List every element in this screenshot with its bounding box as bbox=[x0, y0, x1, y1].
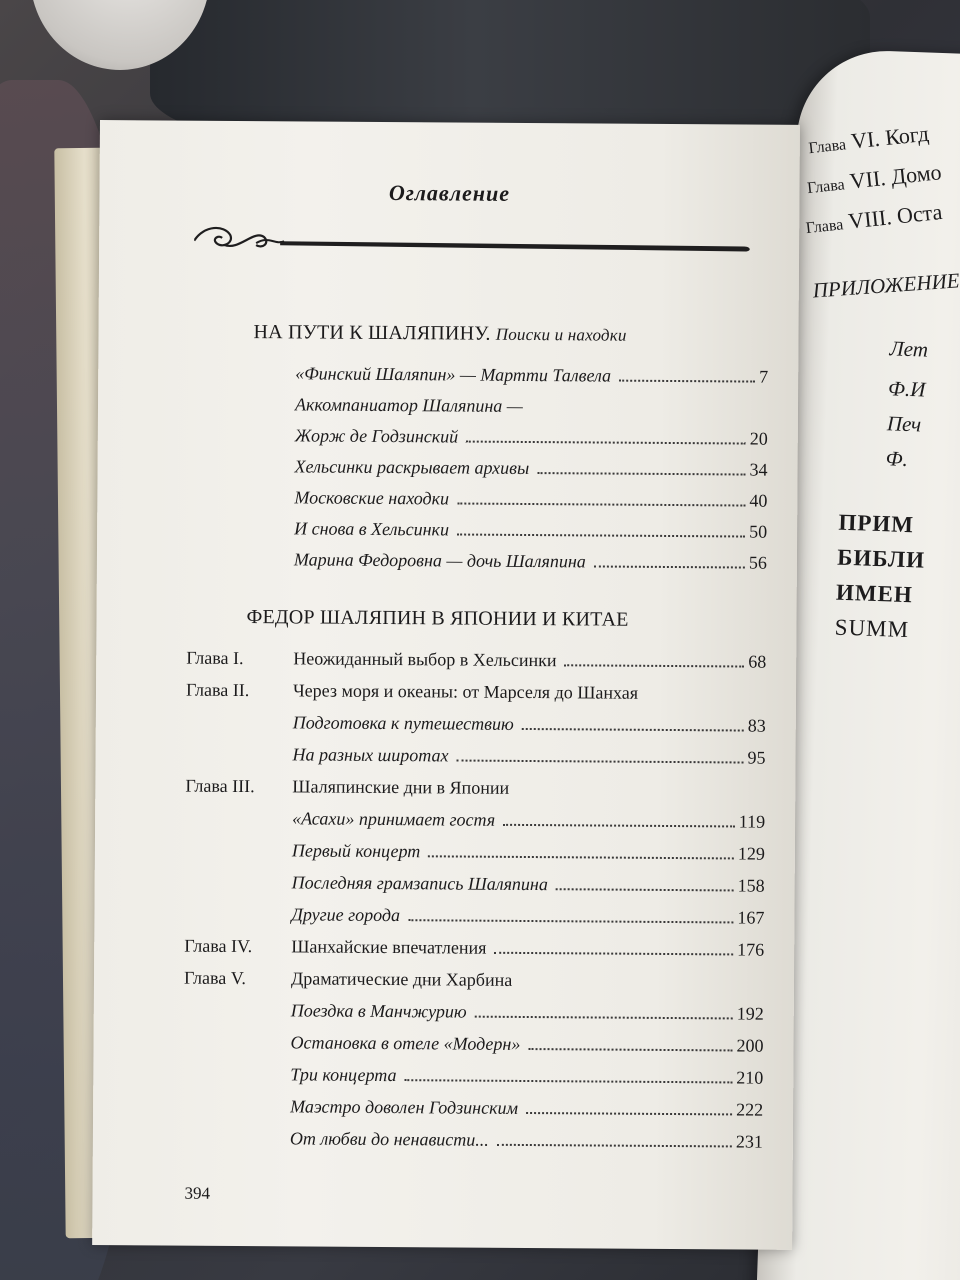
page-number: 394 bbox=[184, 1183, 211, 1203]
toc-entry[interactable]: Первый концерт 129 bbox=[291, 840, 765, 864]
right-chapter-7: Глава VII. Домо bbox=[806, 159, 943, 198]
toc-chapter-row[interactable]: Глава II. Через моря и океаны: от Марселя до Шанхая bbox=[185, 679, 639, 703]
right-appendix-item: Ф. bbox=[885, 446, 909, 472]
toc-entry[interactable]: «Асахи» принимает гостя 119 bbox=[292, 808, 766, 832]
right-appendix-title: ПРИЛОЖЕНИЕ bbox=[811, 268, 960, 303]
toc-entry[interactable]: Другие города 167 bbox=[291, 904, 765, 928]
right-chapter-8: Глава VIII. Оста bbox=[804, 198, 944, 238]
toc-chapter-row[interactable]: Глава III. Шаляпинские дни в Японии bbox=[185, 775, 510, 798]
right-bold-item: ПРИМ bbox=[838, 509, 915, 538]
toc-entry[interactable]: Жорж де Годзинский 20 bbox=[294, 425, 768, 449]
right-appendix-item: Печ bbox=[886, 411, 922, 437]
toc-entry[interactable]: «Финский Шаляпин» — Мартти Талвела 7 bbox=[295, 363, 769, 387]
toc-entry[interactable]: На разных широтах 95 bbox=[292, 744, 766, 768]
toc-chapter-row[interactable]: Глава V. Драматические дни Харбина bbox=[183, 967, 513, 990]
toc-entry[interactable]: И снова в Хельсинки 50 bbox=[294, 518, 768, 542]
left-page-table-of-contents bbox=[92, 120, 800, 1250]
right-chapter-6: Глава VI. Когд bbox=[807, 120, 930, 158]
toc-entry[interactable]: Московские находки 40 bbox=[294, 487, 768, 511]
page-title: Оглавление bbox=[388, 180, 511, 206]
toc-chapter-row[interactable]: Глава IV. Шанхайские впечатления 176 bbox=[184, 935, 765, 960]
toc-entry[interactable]: Марина Федоровна — дочь Шаляпина 56 bbox=[293, 549, 767, 573]
toc-entry[interactable]: Поездка в Манчжурию 192 bbox=[290, 1000, 764, 1024]
toc-entry[interactable]: Хельсинки раскрывает архивы 34 bbox=[294, 456, 768, 480]
toc-entry[interactable]: Маэстро доволен Годзинским 222 bbox=[290, 1096, 764, 1120]
section-title-2: ФЕДОР ШАЛЯПИН В ЯПОНИИ И КИТАЕ bbox=[246, 606, 629, 631]
toc-entry[interactable]: Подготовка к путешествию 83 bbox=[292, 712, 766, 736]
toc-entry[interactable]: Аккомпаниатор Шаляпина — bbox=[294, 394, 523, 416]
right-bold-item: БИБЛИ bbox=[836, 544, 926, 573]
toc-entry[interactable]: Последняя грамзапись Шаляпина 158 bbox=[291, 872, 765, 896]
right-bold-item: ИМЕН bbox=[835, 579, 914, 608]
toc-entry[interactable]: От любви до ненависти... 231 bbox=[289, 1128, 763, 1152]
toc-chapter-row[interactable]: Глава I. Неожиданный выбор в Хельсинки 68 bbox=[186, 647, 767, 672]
right-appendix-item: Лет bbox=[889, 336, 929, 362]
right-bold-item: SUMM bbox=[834, 614, 910, 643]
toc-entry[interactable]: Три концерта 210 bbox=[290, 1064, 764, 1088]
toc-entry[interactable]: Остановка в отеле «Модерн» 200 bbox=[290, 1032, 764, 1056]
ornament-divider bbox=[194, 221, 754, 265]
section-title-1: НА ПУТИ К ШАЛЯПИНУ. Поиски и находки bbox=[253, 321, 627, 345]
right-appendix-item: Ф.И bbox=[887, 376, 926, 402]
